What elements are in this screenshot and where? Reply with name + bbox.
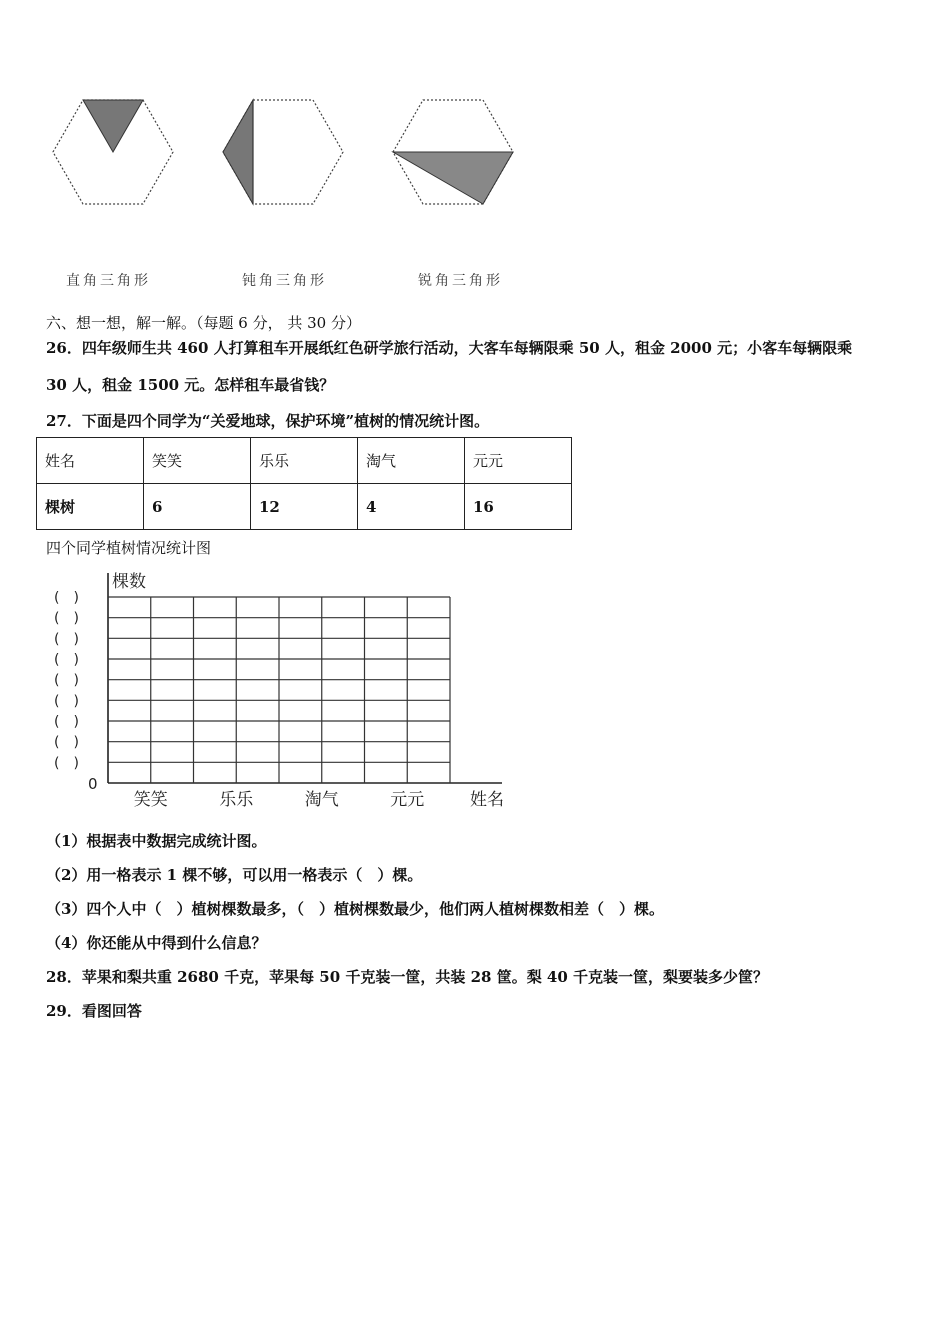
hexagon-figure-right-triangle (50, 95, 175, 210)
chart-y-tick-label: ( ) (54, 693, 79, 710)
caption-obtuse-triangle: 钝角三角形 (242, 273, 327, 289)
section-heading: 六、想一想，解一解。（每题 6 分， 共 30 分） (46, 314, 361, 332)
chart-y-tick-label: ( ) (54, 610, 79, 627)
table-cell: 笑笑 (144, 438, 251, 484)
chart-x-tick-label: 乐乐 (219, 790, 254, 810)
hexagon-figure-obtuse-triangle (220, 95, 345, 210)
q27-sub3: （3）四个人中（ ）植树棵数最多，（ ）植树棵数最少，他们两人植树棵数相差（ ）棵。 (46, 900, 664, 918)
q28-text: 28．苹果和梨共重 2680 千克，苹果每 50 千克装一筐，共装 28 筐。梨 40 千克装一筐，梨要装多少筐？ (46, 968, 769, 986)
table-cell: 元元 (465, 438, 572, 484)
chart-y-tick-label: ( ) (54, 734, 79, 751)
hexagon-figure-acute-triangle (390, 95, 515, 210)
q27-intro: 27．下面是四个同学为“关爱地球，保护环境”植树的情况统计图。 (46, 412, 490, 430)
table-cell: 乐乐 (251, 438, 358, 484)
chart-grid (108, 573, 502, 783)
table-cell: 16 (465, 484, 572, 530)
chart-origin-label: 0 (88, 775, 98, 793)
chart-x-tick-label: 笑笑 (133, 790, 168, 810)
chart-x-tick-label: 元元 (390, 790, 425, 810)
caption-right-triangle: 直角三角形 (66, 273, 151, 289)
chart-y-tick-label: ( ) (54, 652, 79, 668)
table-cell: 12 (251, 484, 358, 530)
q27-sub4: （4）你还能从中得到什么信息？ (46, 934, 267, 952)
table-cell: 6 (144, 484, 251, 530)
table-cell: 淘气 (358, 438, 465, 484)
chart-title: 四个同学植树情况统计图 (46, 539, 212, 557)
q26-line2: 30 人，租金 1500 元。怎样租车最省钱？ (46, 376, 335, 394)
caption-acute-triangle: 锐角三角形 (418, 273, 503, 289)
q27-sub1: （1）根据表中数据完成统计图。 (46, 832, 267, 850)
q27-sub2: （2）用一格表示 1 棵不够，可以用一格表示（ ）棵。 (46, 866, 423, 884)
table-cell: 4 (358, 484, 465, 530)
chart-x-tick-label: 淘气 (304, 790, 339, 810)
chart-y-tick-label: ( ) (54, 755, 79, 772)
chart-x-axis-label: 姓名 (470, 790, 504, 810)
table-cell: 棵树 (37, 484, 144, 530)
table-row (37, 484, 572, 530)
chart-y-tick-label: ( ) (54, 631, 79, 648)
table-header-row (37, 438, 572, 484)
tree-data-table (36, 437, 572, 530)
q29-text: 29．看图回答 (46, 1002, 142, 1020)
chart-y-tick-label: ( ) (54, 672, 79, 689)
blank-bar-chart (40, 565, 520, 815)
chart-y-tick-label: ( ) (54, 714, 79, 730)
chart-y-tick-label: ( ) (54, 590, 79, 606)
table-cell: 姓名 (37, 438, 144, 484)
chart-y-axis-label: 棵数 (112, 572, 146, 592)
q26-line1: 26．四年级师生共 460 人打算租车开展纸红色研学旅行活动，大客车每辆限乘 50 人，租金 2000 元；小客车每辆限乘 (46, 339, 853, 357)
